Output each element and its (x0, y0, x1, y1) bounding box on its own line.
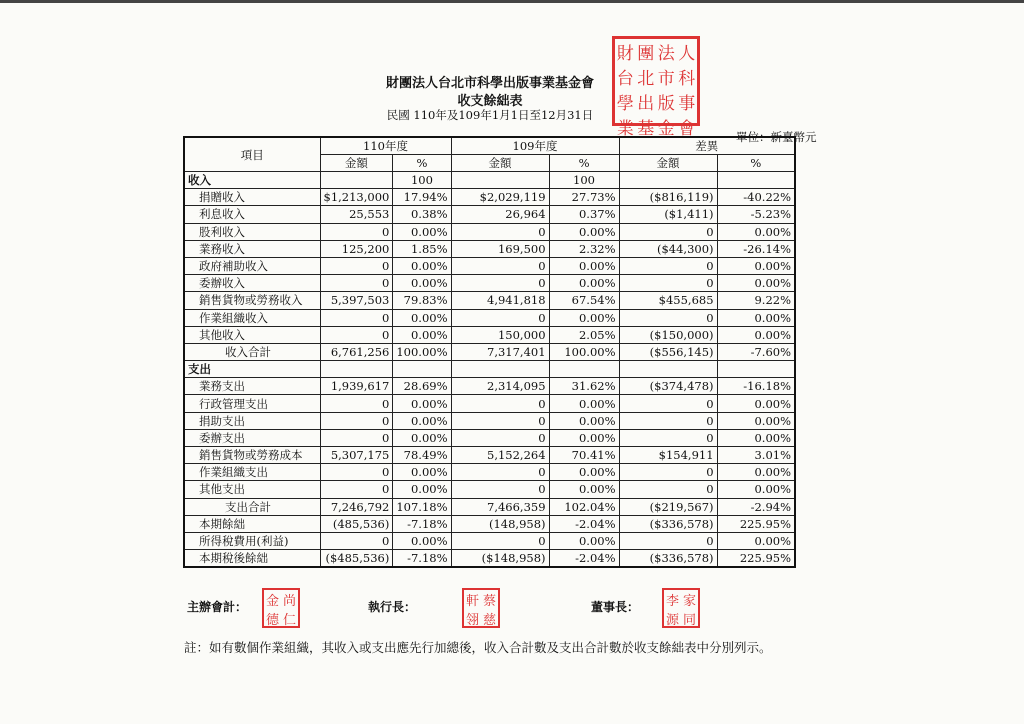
organization-title: 財團法人台北市科學出版事業基金會 (385, 76, 594, 91)
amount-diff-cell: $455,685 (619, 292, 717, 309)
amount-diff-cell: ($150,000) (619, 326, 717, 343)
amount-diff-cell: ($219,567) (619, 498, 717, 515)
report-period: 民國 110年及109年1月1日至12月31日 (386, 108, 594, 122)
pct-110-cell: 107.18% (393, 498, 451, 515)
pct-110-cell: 78.49% (393, 447, 451, 464)
table-row (184, 378, 795, 395)
pct-110-cell: 0.00% (393, 481, 451, 498)
section-label: 收入 (184, 172, 320, 189)
amount-110-cell: 0 (320, 532, 393, 549)
amount-109-cell: 0 (451, 395, 549, 412)
pct-diff-cell: 0.00% (717, 412, 795, 429)
amount-diff-cell: ($556,145) (619, 343, 717, 360)
pct-110-cell: 28.69% (393, 378, 451, 395)
seal-char: 團 (637, 44, 655, 64)
amount-110-cell: $1,213,000 (320, 189, 393, 206)
amount-109-cell: 169,500 (451, 240, 549, 257)
amount-110-cell: 5,307,175 (320, 447, 393, 464)
table-row (184, 464, 795, 481)
amount-110-cell: 0 (320, 223, 393, 240)
executive-label: 執行長： (368, 600, 417, 614)
table-row (184, 498, 795, 515)
table-row (184, 447, 795, 464)
pct-header: % (393, 155, 451, 172)
pct-109-cell: -2.04% (549, 550, 619, 568)
page-top-border (0, 0, 1024, 3)
difference-header: 差異 (619, 137, 795, 155)
pct-110-cell: 0.00% (393, 257, 451, 274)
pct-110-cell: 0.00% (393, 532, 451, 549)
pct-109-cell: 0.00% (549, 481, 619, 498)
amount-110-cell: 0 (320, 395, 393, 412)
empty-cell (320, 361, 393, 378)
seal-char: 出 (637, 94, 655, 114)
footnote: 註：如有數個作業組織，其收入或支出應先行加總後，收入合計數及支出合計數於收支餘絀表中分別列示。 (184, 640, 772, 655)
pct-diff-cell: 225.95% (717, 515, 795, 532)
pct-diff-cell: 0.00% (717, 275, 795, 292)
amount-diff-cell: 0 (619, 532, 717, 549)
pct-110-cell: 0.00% (393, 395, 451, 412)
amount-109-cell: 0 (451, 532, 549, 549)
row-label: 捐贈收入 (184, 189, 320, 206)
row-label: 利息收入 (184, 206, 320, 223)
table-row (184, 292, 795, 309)
amount-diff-cell: ($1,411) (619, 206, 717, 223)
pct-diff-cell: -7.60% (717, 343, 795, 360)
table-row (184, 550, 795, 568)
pct-diff-cell: 0.00% (717, 429, 795, 446)
pct-diff-cell: 0.00% (717, 532, 795, 549)
amount-109-cell: 7,466,359 (451, 498, 549, 515)
amount-110-cell: ($485,536) (320, 550, 393, 568)
amount-diff-cell: $154,911 (619, 447, 717, 464)
pct-diff-cell: 0.00% (717, 481, 795, 498)
amount-diff-cell: ($336,578) (619, 515, 717, 532)
seal-char: 蔡 (482, 594, 496, 609)
report-title: 收支餘絀表 (457, 94, 523, 109)
empty-cell (619, 172, 717, 189)
amount-diff-cell: 0 (619, 275, 717, 292)
row-label: 委辦支出 (184, 429, 320, 446)
table-row (184, 206, 795, 223)
pct-109-cell: 0.00% (549, 412, 619, 429)
pct-109-cell: 0.37% (549, 206, 619, 223)
empty-cell (549, 361, 619, 378)
income-expense-table (183, 136, 796, 568)
pct-110-cell: 0.00% (393, 464, 451, 481)
amount-110-cell: 0 (320, 257, 393, 274)
amount-109-cell: 0 (451, 275, 549, 292)
amount-109-cell: 4,941,818 (451, 292, 549, 309)
empty-cell (451, 172, 549, 189)
pct-109-cell: 0.00% (549, 257, 619, 274)
amount-diff-cell: ($816,119) (619, 189, 717, 206)
row-label: 本期餘絀 (184, 515, 320, 532)
table-row (184, 189, 795, 206)
pct-diff-cell: 0.00% (717, 464, 795, 481)
pct-diff-cell: -16.18% (717, 378, 795, 395)
empty-cell (451, 361, 549, 378)
seal-char: 會 (678, 119, 696, 139)
row-label: 銷售貨物或勞務收入 (184, 292, 320, 309)
section-label: 支出 (184, 361, 320, 378)
amount-109-cell: ($148,958) (451, 550, 549, 568)
amount-110-cell: 0 (320, 326, 393, 343)
amount-109-cell: 7,317,401 (451, 343, 549, 360)
pct-diff-cell: 0.00% (717, 326, 795, 343)
pct-109-cell: 2.32% (549, 240, 619, 257)
organization-seal (612, 36, 700, 139)
seal-char: 翎 (465, 613, 479, 628)
amount-110-cell: 125,200 (320, 240, 393, 257)
amount-110-cell: 7,246,792 (320, 498, 393, 515)
seal-char: 德 (265, 613, 279, 628)
pct-110-cell: 100.00% (393, 343, 451, 360)
amount-109-cell: 0 (451, 309, 549, 326)
row-label: 其他收入 (184, 326, 320, 343)
amount-header: 金額 (619, 155, 717, 172)
pct-110-cell: 1.85% (393, 240, 451, 257)
table-row (184, 223, 795, 240)
pct-109-cell: -2.04% (549, 515, 619, 532)
amount-110-cell: 0 (320, 309, 393, 326)
seal-char: 軒 (465, 594, 479, 609)
seal-char: 仁 (282, 613, 296, 628)
amount-109-cell: 0 (451, 412, 549, 429)
seal-char: 人 (678, 44, 696, 64)
seal-char: 法 (657, 44, 675, 64)
amount-110-cell: 0 (320, 412, 393, 429)
amount-110-cell: 5,397,503 (320, 292, 393, 309)
row-label: 所得稅費用(利益) (184, 532, 320, 549)
currency-unit: 單位：新臺幣元 (736, 130, 817, 144)
amount-diff-cell: ($374,478) (619, 378, 717, 395)
pct-109-cell: 0.00% (549, 429, 619, 446)
amount-109-cell: 0 (451, 429, 549, 446)
pct-109-cell: 100.00% (549, 343, 619, 360)
seal-char: 版 (657, 94, 675, 114)
pct-110-cell: -7.18% (393, 515, 451, 532)
table-row (184, 412, 795, 429)
executive-seal (462, 588, 500, 628)
amount-110-cell: 0 (320, 275, 393, 292)
amount-diff-cell: ($336,578) (619, 550, 717, 568)
amount-110-cell: 0 (320, 429, 393, 446)
seal-char: 尚 (282, 594, 296, 609)
pct-110-cell: 0.00% (393, 326, 451, 343)
amount-110-cell: 6,761,256 (320, 343, 393, 360)
seal-char: 科 (678, 69, 696, 89)
table-row (184, 275, 795, 292)
pct-header: % (717, 155, 795, 172)
row-label: 作業組織收入 (184, 309, 320, 326)
table-row (184, 515, 795, 532)
amount-diff-cell: 0 (619, 481, 717, 498)
table-row (184, 257, 795, 274)
row-label: 其他支出 (184, 481, 320, 498)
pct-diff-cell: 0.00% (717, 223, 795, 240)
pct-110-cell: -7.18% (393, 550, 451, 568)
seal-char: 財 (616, 44, 634, 64)
seal-char: 慈 (482, 613, 496, 628)
pct-109-cell: 0.00% (549, 532, 619, 549)
seal-char: 事 (678, 94, 696, 114)
amount-109-cell: 0 (451, 257, 549, 274)
amount-diff-cell: ($44,300) (619, 240, 717, 257)
amount-diff-cell: 0 (619, 395, 717, 412)
row-label: 捐助支出 (184, 412, 320, 429)
amount-110-cell: 0 (320, 464, 393, 481)
pct-109-cell: 27.73% (549, 189, 619, 206)
pct-base-cell: 100 (393, 172, 451, 189)
seal-char: 學 (616, 94, 634, 114)
amount-109-cell: 150,000 (451, 326, 549, 343)
row-label: 委辦收入 (184, 275, 320, 292)
chairman-label: 董事長： (591, 600, 640, 614)
pct-109-cell: 0.00% (549, 223, 619, 240)
pct-110-cell: 0.00% (393, 309, 451, 326)
pct-110-cell: 0.00% (393, 412, 451, 429)
amount-109-cell: 5,152,264 (451, 447, 549, 464)
seal-char: 金 (265, 594, 279, 609)
seal-char: 北 (637, 69, 655, 89)
pct-diff-cell: -26.14% (717, 240, 795, 257)
seal-char: 台 (616, 69, 634, 89)
amount-diff-cell: 0 (619, 309, 717, 326)
pct-110-cell: 0.38% (393, 206, 451, 223)
pct-diff-cell: 0.00% (717, 309, 795, 326)
amount-109-cell: 0 (451, 223, 549, 240)
pct-109-cell: 2.05% (549, 326, 619, 343)
table-row (184, 240, 795, 257)
empty-cell (320, 172, 393, 189)
section-row (184, 172, 795, 189)
amount-diff-cell: 0 (619, 464, 717, 481)
amount-110-cell: 1,939,617 (320, 378, 393, 395)
row-label: 銷售貨物或勞務成本 (184, 447, 320, 464)
pct-diff-cell: -40.22% (717, 189, 795, 206)
year-109-header: 109年度 (451, 137, 619, 155)
empty-cell (717, 172, 795, 189)
seal-char: 李 (665, 594, 679, 609)
pct-110-cell: 0.00% (393, 429, 451, 446)
pct-109-cell: 0.00% (549, 395, 619, 412)
amount-diff-cell: 0 (619, 412, 717, 429)
pct-diff-cell: 225.95% (717, 550, 795, 568)
section-row (184, 361, 795, 378)
row-label: 支出合計 (184, 498, 320, 515)
table-row (184, 481, 795, 498)
pct-110-cell: 0.00% (393, 275, 451, 292)
amount-109-cell: 0 (451, 464, 549, 481)
row-label: 收入合計 (184, 343, 320, 360)
amount-109-cell: 0 (451, 481, 549, 498)
table-row (184, 326, 795, 343)
seal-char: 市 (657, 69, 675, 89)
amount-109-cell: 2,314,095 (451, 378, 549, 395)
seal-char: 家 (682, 594, 696, 609)
seal-char: 同 (682, 613, 696, 628)
pct-109-cell: 0.00% (549, 275, 619, 292)
pct-diff-cell: 9.22% (717, 292, 795, 309)
seal-char: 基 (637, 119, 655, 139)
amount-109-cell: 26,964 (451, 206, 549, 223)
row-label: 本期稅後餘絀 (184, 550, 320, 568)
pct-header: % (549, 155, 619, 172)
pct-109-cell: 67.54% (549, 292, 619, 309)
chairman-seal (662, 588, 700, 628)
table-row (184, 309, 795, 326)
table-row (184, 429, 795, 446)
row-label: 作業組織支出 (184, 464, 320, 481)
pct-diff-cell: 3.01% (717, 447, 795, 464)
pct-109-cell: 70.41% (549, 447, 619, 464)
amount-109-cell: $2,029,119 (451, 189, 549, 206)
row-label: 政府補助收入 (184, 257, 320, 274)
pct-diff-cell: 0.00% (717, 257, 795, 274)
pct-base-cell: 100 (549, 172, 619, 189)
row-label: 行政管理支出 (184, 395, 320, 412)
amount-diff-cell: 0 (619, 223, 717, 240)
amount-110-cell: (485,536) (320, 515, 393, 532)
pct-diff-cell: -5.23% (717, 206, 795, 223)
row-label: 股利收入 (184, 223, 320, 240)
seal-char: 金 (657, 119, 675, 139)
item-header: 項目 (184, 137, 320, 172)
year-110-header: 110年度 (320, 137, 451, 155)
seal-char: 源 (665, 613, 679, 628)
empty-cell (619, 361, 717, 378)
pct-110-cell: 17.94% (393, 189, 451, 206)
pct-diff-cell: -2.94% (717, 498, 795, 515)
table-row (184, 395, 795, 412)
pct-diff-cell: 0.00% (717, 395, 795, 412)
empty-cell (393, 361, 451, 378)
pct-109-cell: 0.00% (549, 309, 619, 326)
amount-header: 金額 (451, 155, 549, 172)
empty-cell (717, 361, 795, 378)
amount-header: 金額 (320, 155, 393, 172)
accountant-seal (262, 588, 300, 628)
pct-110-cell: 79.83% (393, 292, 451, 309)
row-label: 業務收入 (184, 240, 320, 257)
pct-110-cell: 0.00% (393, 223, 451, 240)
table-row (184, 343, 795, 360)
accountant-label: 主辦會計： (187, 600, 248, 614)
amount-diff-cell: 0 (619, 257, 717, 274)
amount-110-cell: 25,553 (320, 206, 393, 223)
table-row (184, 532, 795, 549)
seal-char: 業 (616, 119, 634, 139)
pct-109-cell: 0.00% (549, 464, 619, 481)
row-label: 業務支出 (184, 378, 320, 395)
amount-110-cell: 0 (320, 481, 393, 498)
amount-109-cell: (148,958) (451, 515, 549, 532)
amount-diff-cell: 0 (619, 429, 717, 446)
pct-109-cell: 102.04% (549, 498, 619, 515)
pct-109-cell: 31.62% (549, 378, 619, 395)
